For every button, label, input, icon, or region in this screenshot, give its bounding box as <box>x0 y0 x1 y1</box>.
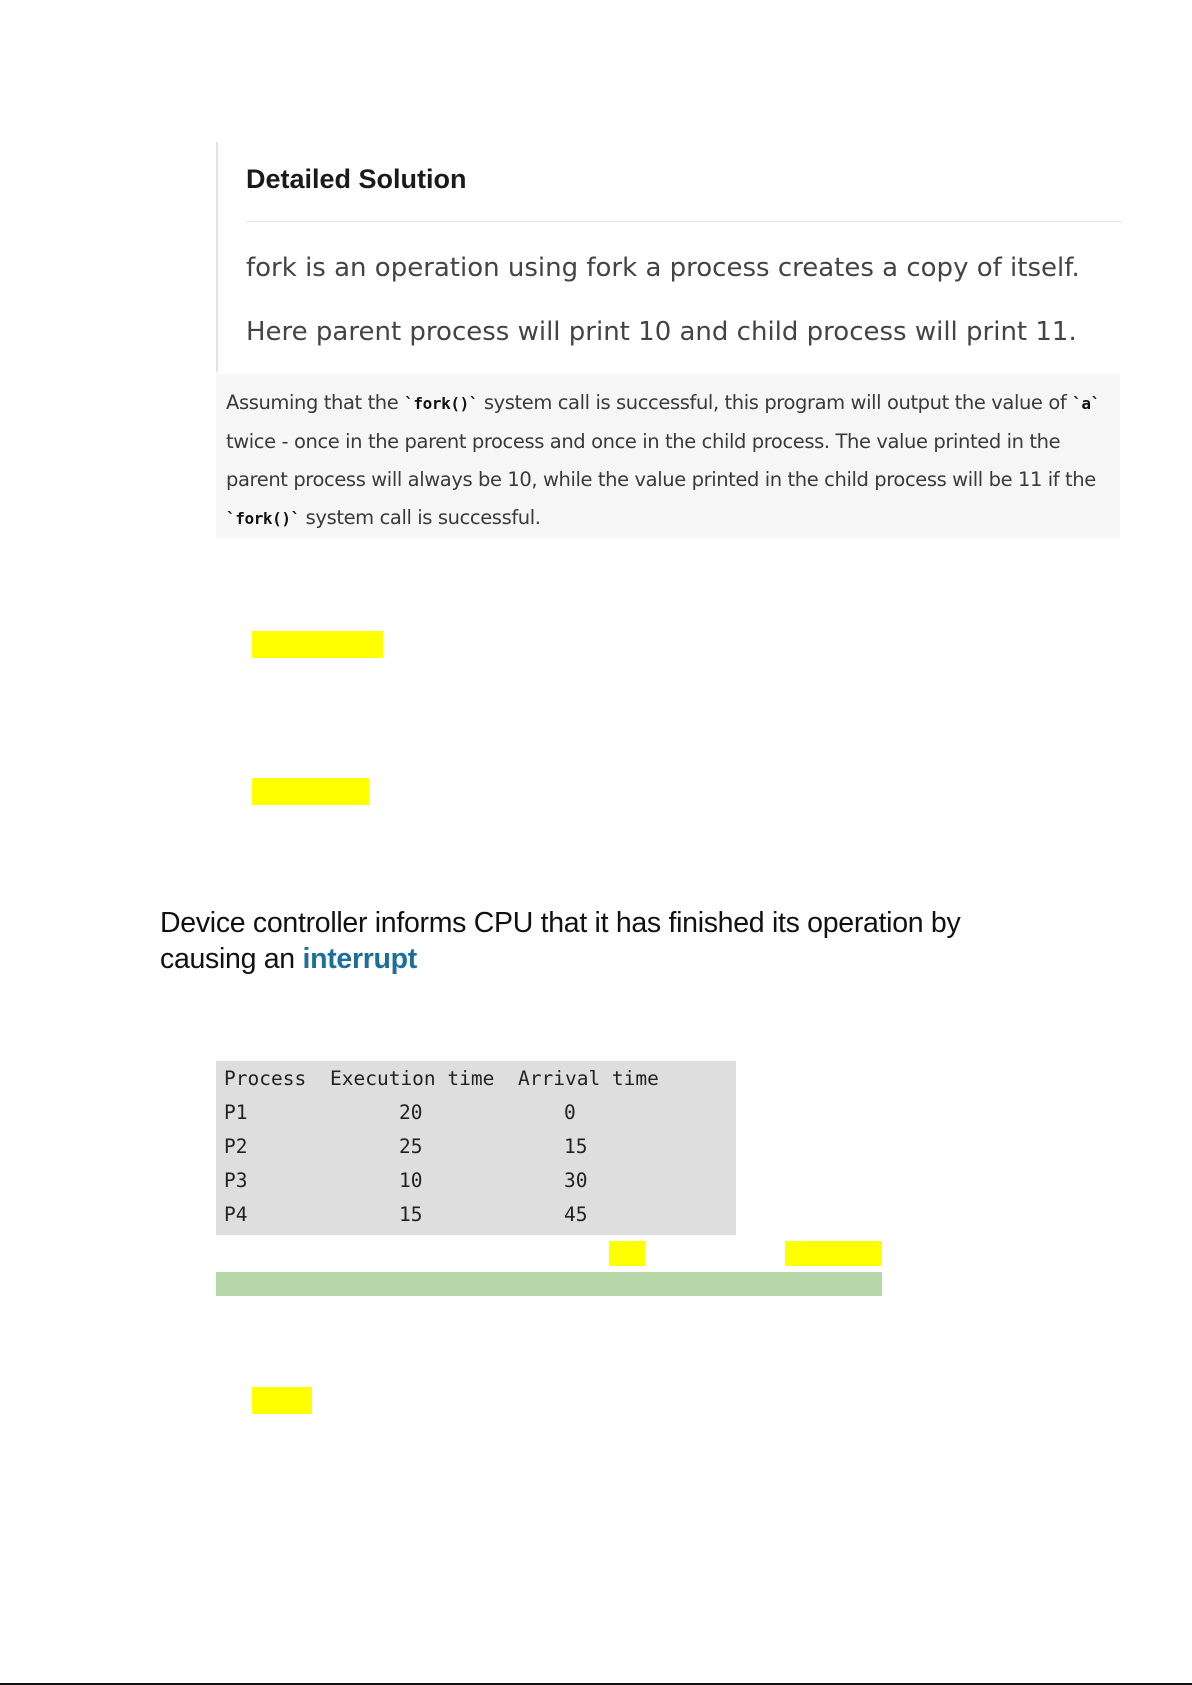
yellow-highlight-3 <box>609 1241 645 1266</box>
header-process: Process <box>224 1067 307 1090</box>
solution-line-1: fork is an operation using fork a process creates a copy of itself. <box>246 253 1080 283</box>
table-header-row <box>216 1061 736 1095</box>
cell-execution: 15 <box>399 1203 423 1226</box>
cell-execution: 10 <box>399 1169 423 1192</box>
green-highlight-bar <box>216 1272 882 1296</box>
table-row <box>216 1197 736 1231</box>
yellow-highlight-2 <box>252 778 369 805</box>
header-execution-time: Execution time <box>330 1067 495 1090</box>
process-table <box>216 1061 736 1235</box>
inline-code-a: `a` <box>1072 394 1100 413</box>
yellow-highlight-1 <box>252 631 383 658</box>
solution-divider <box>246 221 1122 222</box>
detailed-solution-panel <box>216 142 1122 372</box>
answer-explanation-box <box>216 374 1120 538</box>
cell-arrival: 15 <box>564 1135 588 1158</box>
answer-text-part-3: twice - once in the parent process and once in the child process. The value printed in the parent process will always be 10, while the value printed in the child process will be 11 if the <box>226 430 1096 491</box>
table-row <box>216 1163 736 1197</box>
inline-code-fork-2: `fork()` <box>226 509 300 528</box>
yellow-highlight-4 <box>785 1241 882 1266</box>
interrupt-note <box>160 905 1060 977</box>
cell-arrival: 30 <box>564 1169 588 1192</box>
cell-execution: 20 <box>399 1101 423 1124</box>
cell-process: P4 <box>224 1203 248 1226</box>
cell-execution: 25 <box>399 1135 423 1158</box>
interrupt-note-text: Device controller informs CPU that it has finished its operation by causing an <box>160 907 961 975</box>
header-arrival-time: Arrival time <box>518 1067 659 1090</box>
cell-arrival: 45 <box>564 1203 588 1226</box>
cell-arrival: 0 <box>564 1101 576 1124</box>
answer-text-part-2: system call is successful, this program will output the value of <box>478 391 1073 414</box>
cell-process: P1 <box>224 1101 248 1124</box>
cell-process: P2 <box>224 1135 248 1158</box>
answer-text <box>226 384 1116 538</box>
answer-text-part-1: Assuming that the <box>226 391 405 414</box>
table-row <box>216 1129 736 1163</box>
cell-process: P3 <box>224 1169 248 1192</box>
interrupt-keyword: interrupt <box>302 943 417 975</box>
solution-title: Detailed Solution <box>246 164 467 194</box>
answer-text-part-4: system call is successful. <box>299 506 541 529</box>
solution-line-2: Here parent process will print 10 and child process will print 11. <box>246 317 1077 347</box>
inline-code-fork: `fork()` <box>404 394 479 413</box>
yellow-highlight-5 <box>252 1387 312 1414</box>
table-row <box>216 1095 736 1129</box>
